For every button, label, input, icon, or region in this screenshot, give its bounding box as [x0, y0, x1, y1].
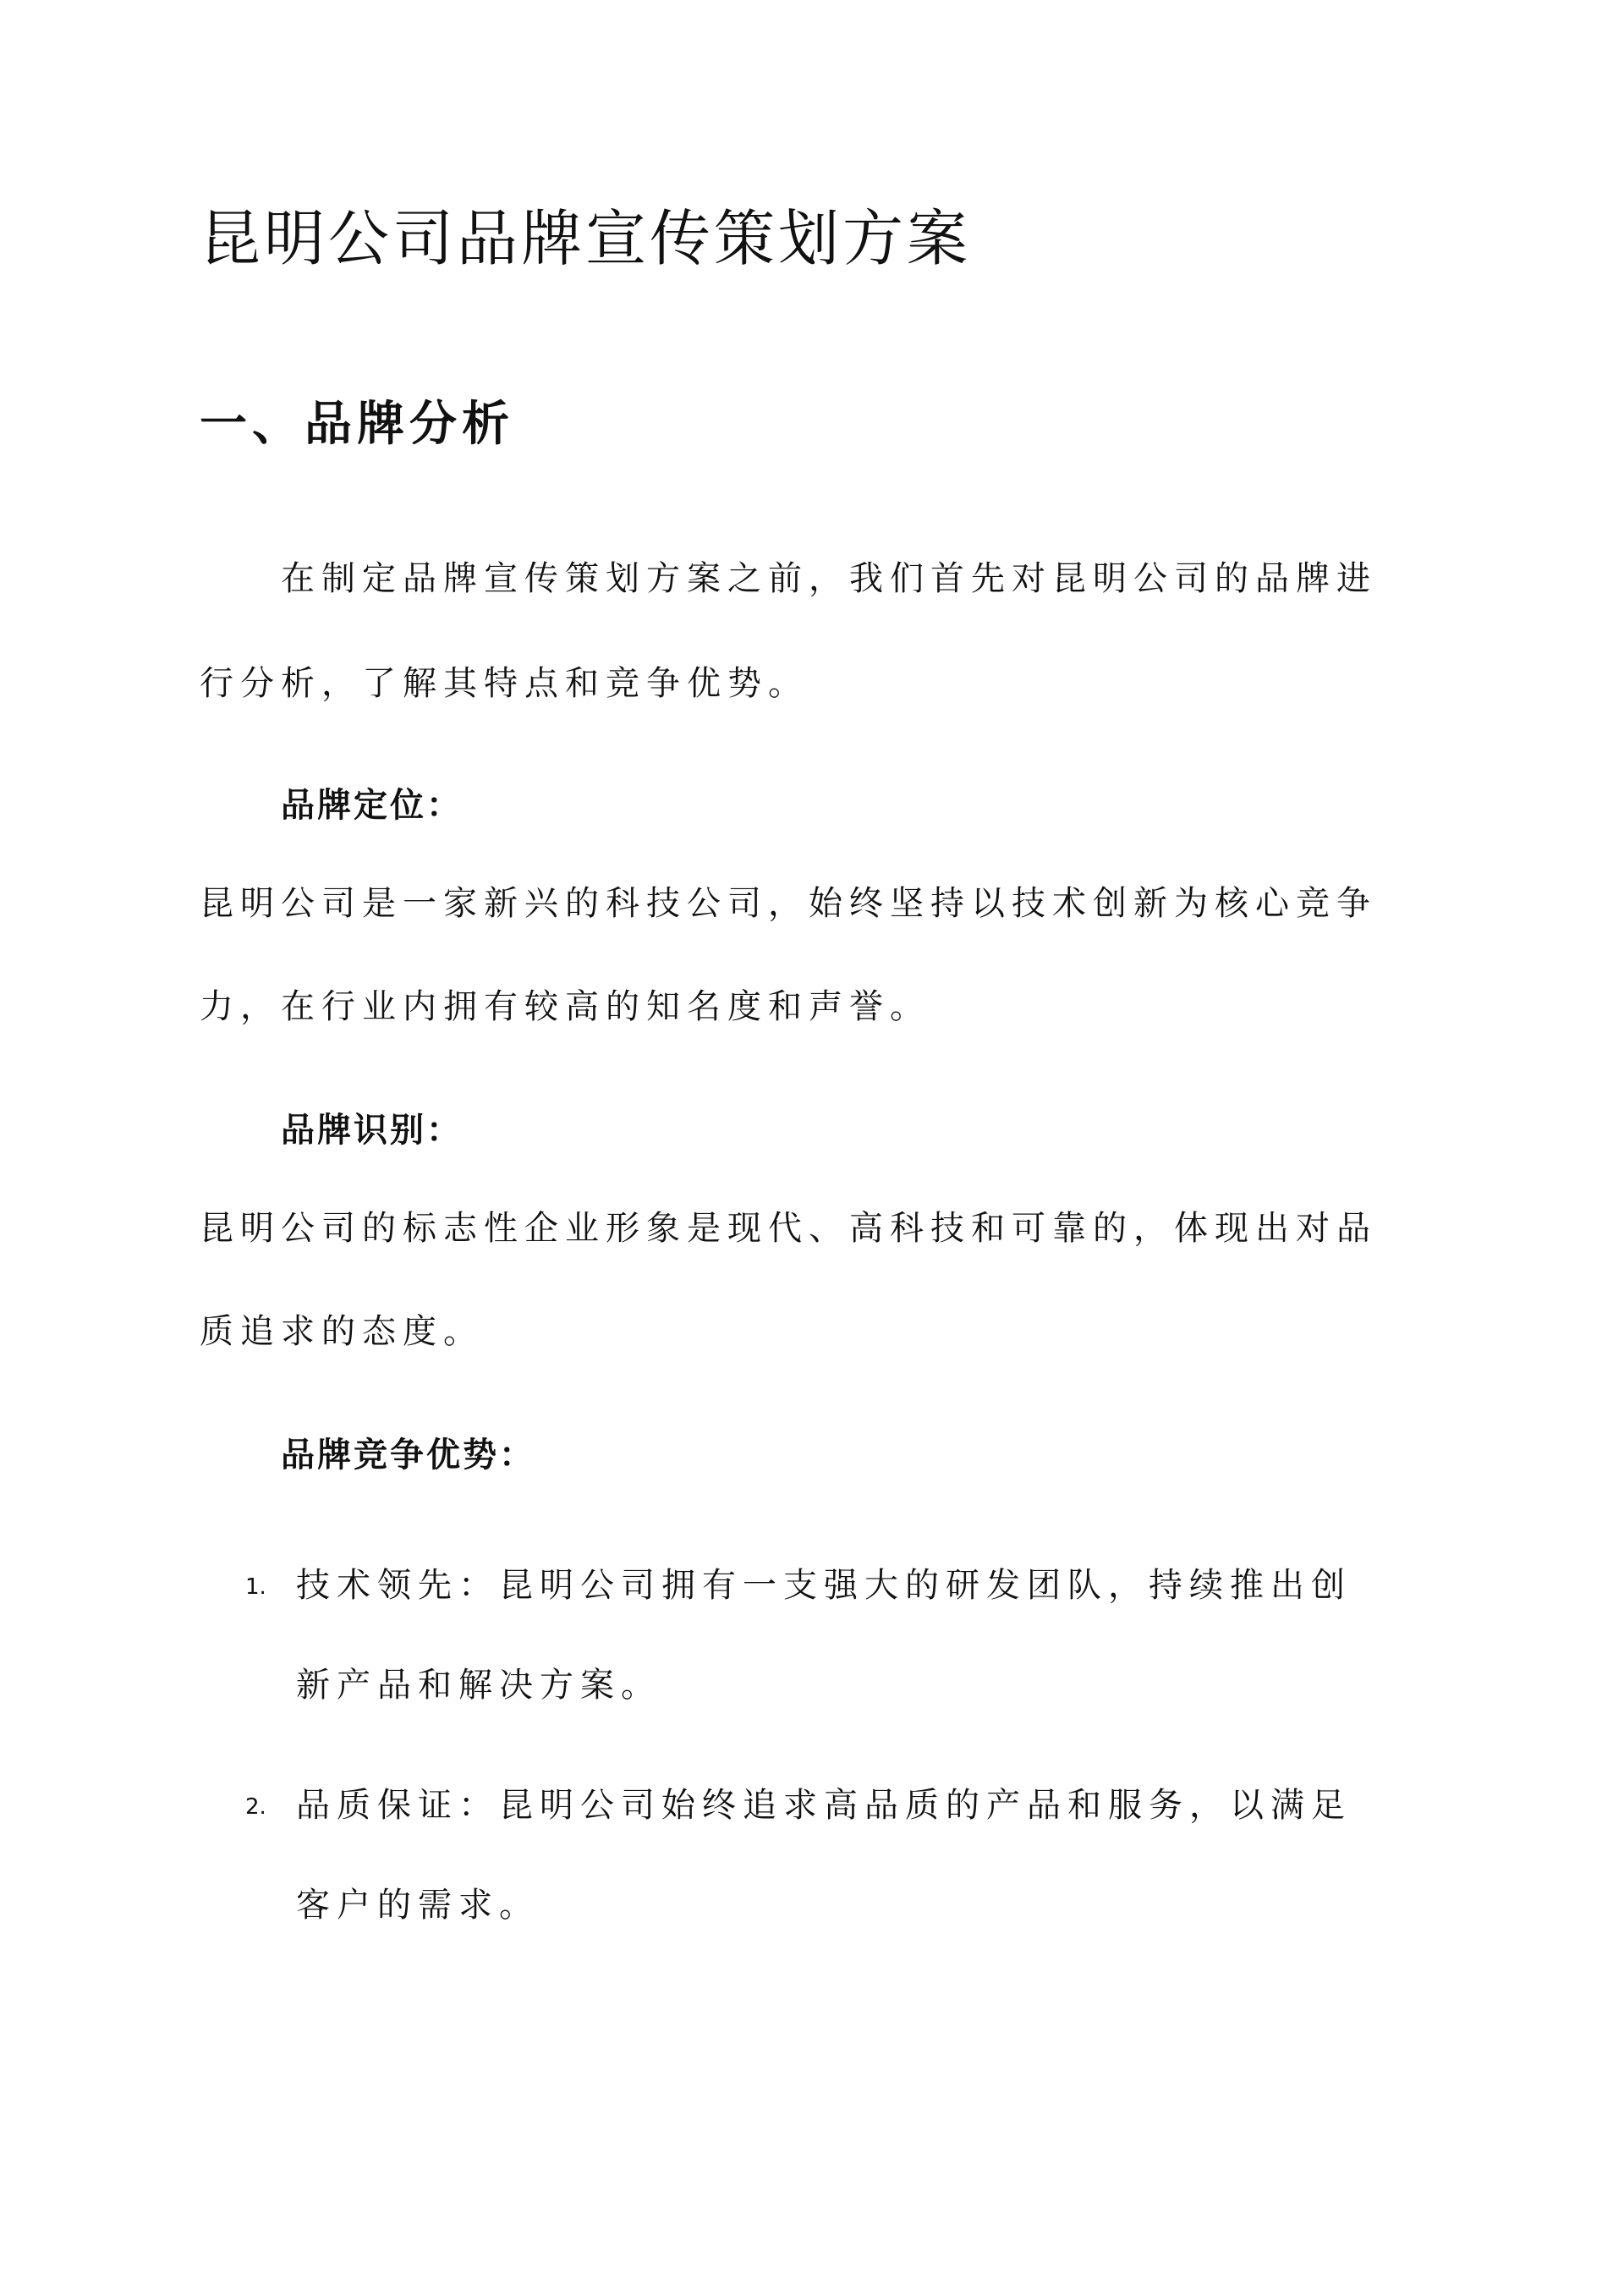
positioning-line-1: 昆明公司是一家新兴的科技公司，始终坚持以技术创新为核心竞争	[200, 884, 1377, 923]
list-item-line-2: 新产品和解决方案。	[296, 1666, 661, 1705]
section-heading-brand-analysis: 一、品牌分析	[200, 397, 514, 452]
list-item-number: 2.	[245, 1794, 266, 1820]
list-item-number: 1.	[245, 1574, 266, 1600]
list-item-line-2: 客户的需求。	[296, 1886, 540, 1925]
subheading-advantages: 品牌竞争优势：	[281, 1436, 535, 1475]
list-item-line-1: 品质保证：昆明公司始终追求高品质的产品和服务，以满足	[296, 1786, 1352, 1825]
intro-line-2: 行分析，了解其特点和竞争优势。	[200, 664, 809, 703]
subheading-identity: 品牌识别：	[281, 1111, 463, 1150]
intro-line-1: 在制定品牌宣传策划方案之前，我们首先对昆明公司的品牌进	[281, 559, 1377, 598]
list-item-line-1: 技术领先：昆明公司拥有一支强大的研发团队，持续推出创	[296, 1566, 1352, 1605]
subheading-positioning: 品牌定位：	[281, 786, 463, 825]
identity-line-2: 质追求的态度。	[200, 1312, 484, 1351]
positioning-line-2: 力，在行业内拥有较高的知名度和声誉。	[200, 987, 930, 1026]
identity-line-1: 昆明公司的标志性企业形象是现代、高科技和可靠的，体现出对品	[200, 1209, 1377, 1248]
document-title: 昆明公司品牌宣传策划方案	[200, 203, 972, 274]
